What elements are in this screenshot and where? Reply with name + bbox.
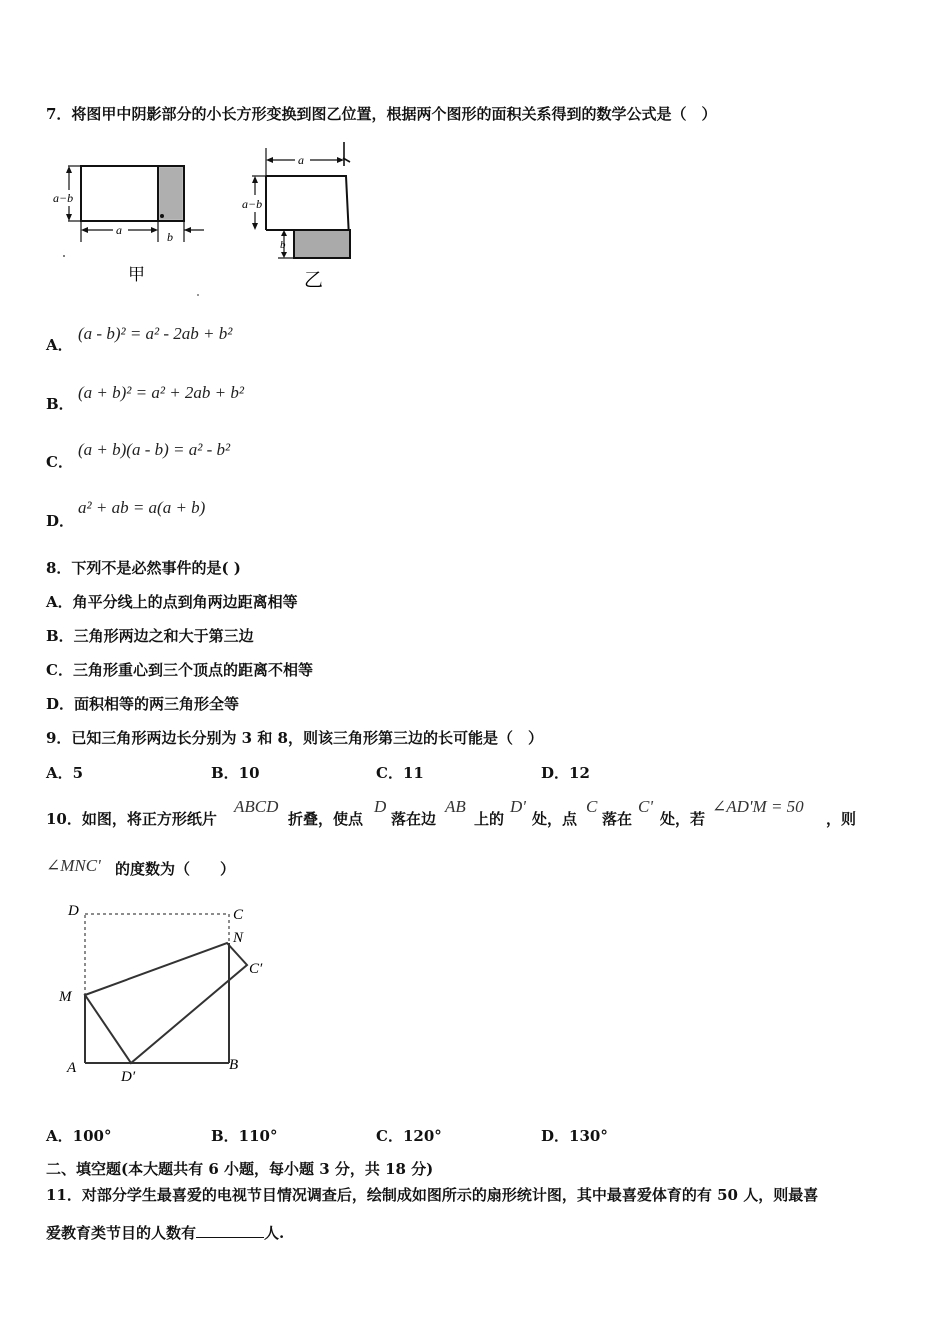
section2-title: 二、填空题(本大题共有 6 小题，每小题 3 分，共 18 分) — [46, 1160, 434, 1178]
q10-option-a: A．100° — [46, 1127, 112, 1145]
q7-option-b-formula: (a + b)² = a² + 2ab + b² — [78, 383, 244, 402]
q8-option-a: A．角平分线上的点到角两边距离相等 — [46, 593, 298, 611]
q10-math-c1: C' — [638, 797, 653, 816]
jia-label-a: a — [116, 223, 122, 237]
q10-option-b: B．110° — [211, 1127, 278, 1145]
q10-fig-label-d1: D′ — [121, 1069, 136, 1085]
q10-fig-label-c: C — [233, 907, 244, 923]
yi-label-ab: a−b — [242, 197, 263, 211]
q11-line2 — [46, 1222, 284, 1243]
q8-option-c: C．三角形重心到三个顶点的距离不相等 — [46, 661, 313, 679]
q7-option-a-label: A． — [46, 336, 73, 354]
q10-math-abcd: ABCD — [234, 797, 279, 816]
jia-caption: 甲 — [128, 265, 145, 284]
q10-part-9: 处，点 — [532, 810, 578, 828]
jia-label-ab: a−b — [53, 191, 74, 205]
yi-caption: 乙 — [304, 270, 324, 291]
q10-line2-text: 的度数为（ ） — [115, 860, 236, 878]
q8-option-b: B．三角形两边之和大于第三边 — [46, 627, 254, 645]
q10-fig-label-a: A — [67, 1060, 77, 1076]
q9-text: 9．已知三角形两边长分别为 3 和 8，则该三角形第三边的长可能是（ ） — [46, 729, 543, 747]
q7-option-c-label: C． — [46, 453, 73, 471]
yi-label-b: b — [280, 239, 286, 251]
q11-line1: 11．对部分学生最喜爱的电视节目情况调查后，绘制成如图所示的扇形统计图，其中最喜爱体育的有 50 人，则最喜 — [46, 1186, 819, 1204]
q7-figure-jia — [48, 150, 218, 300]
q10-fig-label-d: D — [68, 903, 79, 919]
q7-text: 7．将图甲中阴影部分的小长方形变换到图乙位置，根据两个图形的面积关系得到的数学公式是（ ） — [46, 105, 717, 123]
q7-option-b-label: B． — [46, 395, 74, 413]
q10-part-5: 落在边 — [391, 810, 437, 828]
q10-fig-label-n: N — [233, 930, 244, 946]
q7-option-c-formula: (a + b)(a - b) = a² - b² — [78, 440, 231, 459]
q11-line2-before: 爱教育类节目的人数有 — [46, 1224, 197, 1242]
q9-option-a: A．5 — [46, 764, 84, 782]
q10-math-d1: D' — [510, 797, 526, 816]
q7-option-a-formula: (a - b)² = a² - 2ab + b² — [78, 324, 233, 343]
q10-part-1: 10．如图，将正方形纸片 — [46, 810, 217, 828]
q8-text: 8．下列不是必然事件的是( ) — [46, 559, 241, 577]
q10-math-angle: ∠AD'M = 50 — [712, 797, 804, 816]
q9-option-b: B．10 — [211, 764, 260, 782]
q10-part-11: 落在 — [602, 810, 633, 828]
q10-part-13: 处，若 — [660, 810, 706, 828]
q10-figure — [55, 895, 285, 1095]
q10-math-c: C — [586, 797, 598, 816]
q7-option-d-label: D． — [46, 512, 75, 530]
q10-fig-label-b: B — [229, 1057, 239, 1073]
q7-figure-yi — [240, 140, 370, 295]
q11-answer-blank[interactable] — [196, 1223, 264, 1238]
q10-math-mnc: ∠MNC' — [46, 856, 101, 875]
q10-option-d: D．130° — [541, 1127, 608, 1145]
q10-part-7: 上的 — [474, 810, 505, 828]
q10-math-d: D — [374, 797, 387, 816]
yi-label-a: a — [298, 153, 304, 167]
q9-option-d: D．12 — [541, 764, 590, 782]
q10-part-3: 折叠，使点 — [288, 810, 364, 828]
q8-option-d: D．面积相等的两三角形全等 — [46, 695, 240, 713]
q11-line2-after: 人. — [264, 1224, 285, 1242]
jia-label-b: b — [167, 230, 173, 244]
q7-option-d-formula: a² + ab = a(a + b) — [78, 498, 206, 517]
q10-fig-label-m: M — [59, 989, 72, 1005]
q10-fig-label-c1: C′ — [249, 961, 263, 977]
q10-option-c: C．120° — [376, 1127, 442, 1145]
q10-part-15: ，则 — [826, 810, 857, 828]
q10-math-ab: AB — [445, 797, 466, 816]
q9-option-c: C．11 — [376, 764, 424, 782]
